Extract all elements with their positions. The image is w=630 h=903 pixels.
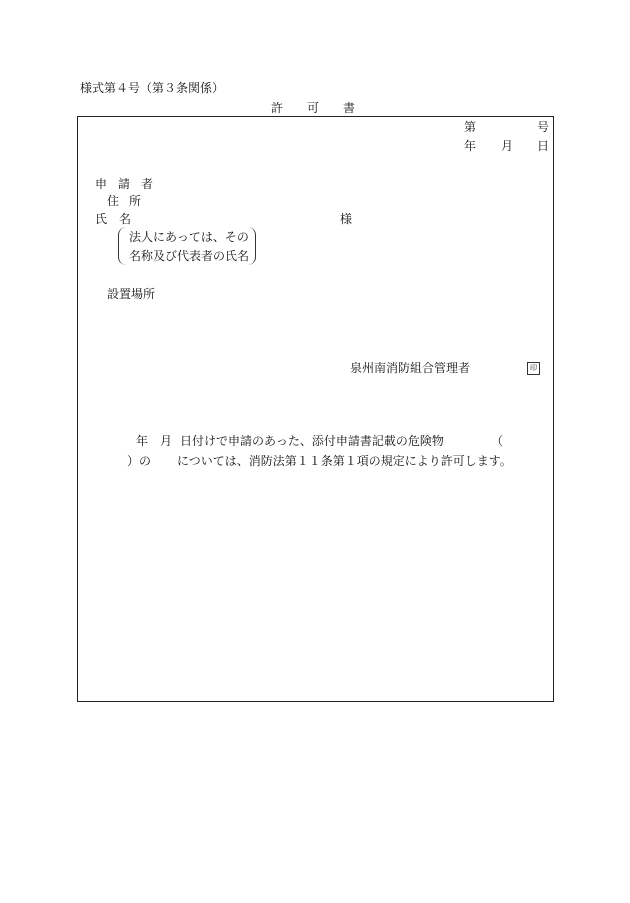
applicant-heading: 申請者 (95, 177, 165, 191)
body-text-line1: 日付けで申請のあった、添付申請書記載の危険物 (180, 434, 444, 448)
applicant-name-label: 氏名 (95, 212, 144, 226)
issue-date-year-label: 年 (464, 139, 477, 153)
issue-date-day-label: 日 (537, 139, 550, 153)
honorific-sama: 様 (340, 212, 353, 226)
issuer-name: 泉州南消防組合管理者 (350, 361, 471, 375)
document-number-prefix: 第 (464, 120, 477, 134)
corporate-note-line2: 名称及び代表者の氏名 (129, 249, 250, 263)
body-close-paren: ）の (127, 454, 152, 468)
document-number-suffix: 号 (537, 120, 550, 134)
corporate-note-line1: 法人にあっては、その (129, 230, 249, 244)
seal-mark: 印 (527, 362, 540, 375)
body-text-line2: については、消防法第１１条第１項の規定により許可します。 (177, 454, 512, 468)
body-month-label: 月 (160, 434, 173, 448)
installation-location-label: 設置場所 (107, 287, 156, 301)
body-year-label: 年 (136, 434, 149, 448)
issue-date-month-label: 月 (501, 139, 514, 153)
applicant-address-label: 住所 (107, 194, 152, 208)
body-open-paren: （ (491, 434, 504, 448)
form-number-label: 様式第４号（第３条関係） (80, 81, 225, 95)
document-title: 許可書 (271, 101, 380, 115)
